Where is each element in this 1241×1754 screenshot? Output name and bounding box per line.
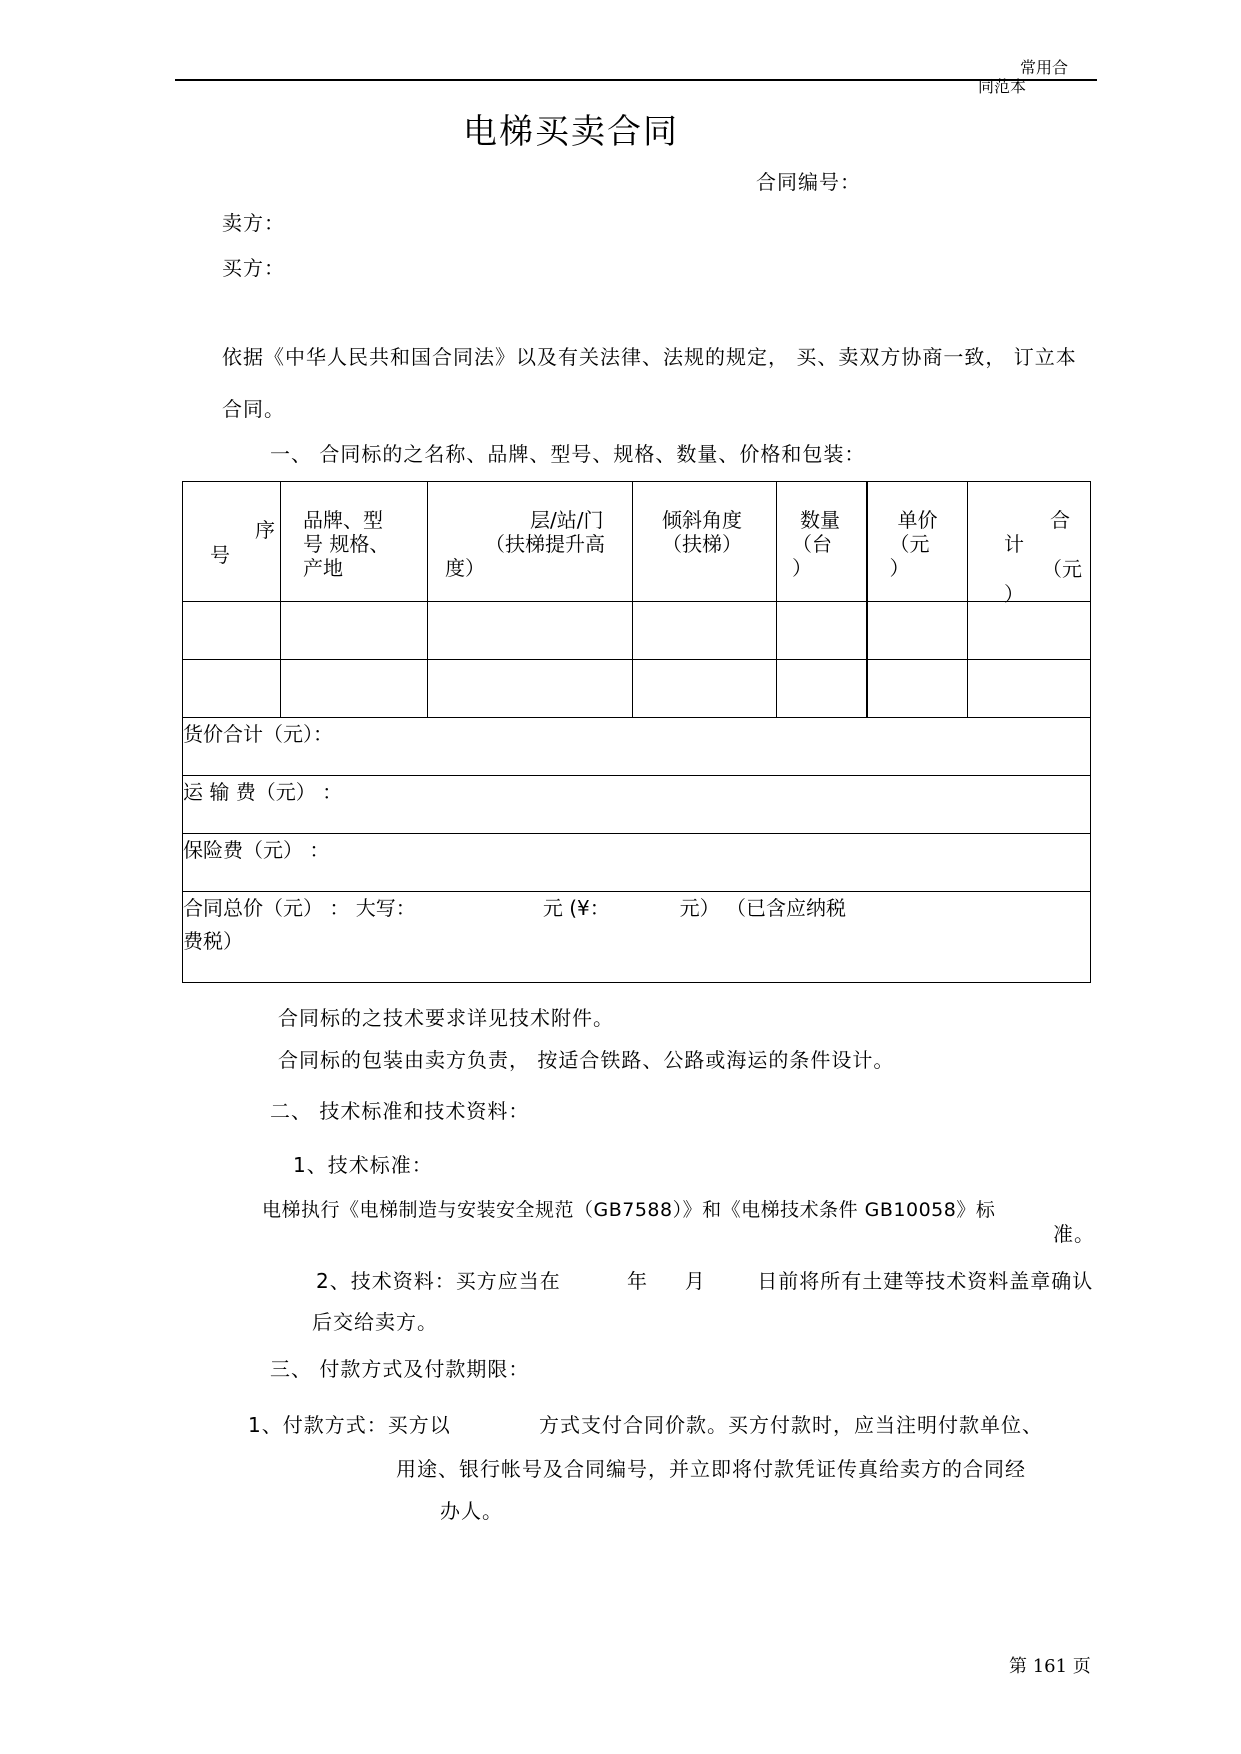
header-cell-serial [183,482,281,602]
table-cell[interactable] [281,660,428,718]
seller-label: 卖方： [222,211,285,235]
table-cell[interactable] [183,602,281,660]
header-brand-2: 号 规格、 [303,532,390,556]
header-serial-2: 号 [210,543,230,567]
note-technical: 合同标的之技术要求详见技术附件。 [278,1006,614,1030]
section-1-heading: 一、 合同标的之名称、品牌、型号、规格、数量、价格和包装： [270,442,866,466]
contract-total-cell [183,892,1091,983]
header-unit-price-3: ） [889,556,910,580]
contract-total-line-2: 费税） [183,929,243,953]
header-unit-price-1: 单价 [897,508,938,532]
header-subtotal-3: （元 [1042,557,1082,581]
section-2-heading: 二、 技术标准和技术资料： [270,1099,530,1123]
header-cell-floors [428,482,633,602]
s3-item1-line-3: 办人。 [440,1499,503,1523]
header-brand-3: 产地 [303,556,343,580]
header-cell-angle [633,482,777,602]
header-subtotal-1: 合 [1050,508,1070,532]
header-cell-unit-price [867,482,968,602]
header-brand-1: 品牌、型 [303,508,383,532]
insurance-label: 保险费（元） ： [183,834,1091,892]
intro-line-2: 合同。 [222,397,285,421]
header-quantity-2: （台 [792,532,832,556]
intro-line-1: 依据《中华人民共和国合同法》以及有关法律、法规的规定， 买、卖双方协商一致， 订立本 [222,345,1077,369]
freight-label: 运 输 费（元） ： [183,776,1091,834]
s2-item1-text-line-2: 准。 [1053,1222,1095,1246]
header-subtotal-4: ） [1004,582,1024,606]
contract-total-line-1: 合同总价（元） ： 大写： 元 (¥： 元） （已含应纳税 [183,896,847,920]
header-serial-1: 序 [255,518,275,542]
header-cell-subtotal [968,482,1091,606]
s2-item1-text-line-1: 电梯执行《电梯制造与安装安全规范（GB7588）》和《电梯技术条件 GB10058》标 [262,1199,996,1221]
header-tag-line1: 常用合 [1020,58,1069,77]
table-cell[interactable] [867,602,968,660]
note-packaging: 合同标的包装由卖方负责， 按适合铁路、公路或海运的条件设计。 [278,1048,895,1072]
header-tag-line2: 同范本 [978,77,1027,96]
table-cell[interactable] [281,602,428,660]
s2-item2-line-1: 2、技术资料：买方应当在 年 月 日前将所有土建等技术资料盖章确认 [316,1269,1094,1293]
s2-item1-heading: 1、技术标准： [293,1153,433,1177]
document-title: 电梯买卖合同 [463,112,679,152]
table-cell[interactable] [428,660,633,718]
header-floors-1: 层/站/门 [530,508,604,532]
header-floors-2: （扶梯提升高 [485,532,605,556]
header-unit-price-2: （元 [889,532,930,556]
table-row [183,602,1091,660]
table-cell[interactable] [777,660,867,718]
header-quantity-1: 数量 [800,508,840,532]
table-cell[interactable] [183,660,281,718]
s3-item1-line-1: 1、付款方式：买方以 方式支付合同价款。买方付款时，应当注明付款单位、 [248,1413,1044,1437]
header-subtotal-2: 计 [1004,532,1024,556]
freight-row [183,776,1091,834]
goods-table [182,481,1091,983]
insurance-row [183,834,1091,892]
table-cell[interactable] [968,660,1091,718]
header-rule [175,79,1097,81]
contract-total-row [183,892,1091,983]
goods-total-row [183,718,1091,776]
table-cell[interactable] [968,602,1091,660]
table-cell[interactable] [777,602,867,660]
table-cell[interactable] [867,660,968,718]
section-3-heading: 三、 付款方式及付款期限： [270,1357,530,1381]
table-cell[interactable] [633,602,777,660]
table-cell[interactable] [428,602,633,660]
header-floors-3: 度） [445,556,485,580]
header-angle-1: 倾斜角度 [662,508,742,532]
header-cell-brand [281,482,428,602]
contract-number-label: 合同编号： [756,170,861,194]
header-quantity-3: ） [792,556,812,580]
s2-item2-line-2: 后交给卖方。 [312,1310,438,1334]
table-row [183,660,1091,718]
page-number: 第 161 页 [1009,1656,1091,1677]
header-cell-quantity [777,482,867,602]
header-angle-2: （扶梯） [662,532,742,556]
goods-total-label: 货价合计（元）： [183,718,1091,776]
table-header-row [183,482,1091,602]
s3-item1-line-2: 用途、银行帐号及合同编号，并立即将付款凭证传真给卖方的合同经 [396,1457,1026,1481]
buyer-label: 买方： [222,256,285,280]
table-cell[interactable] [633,660,777,718]
